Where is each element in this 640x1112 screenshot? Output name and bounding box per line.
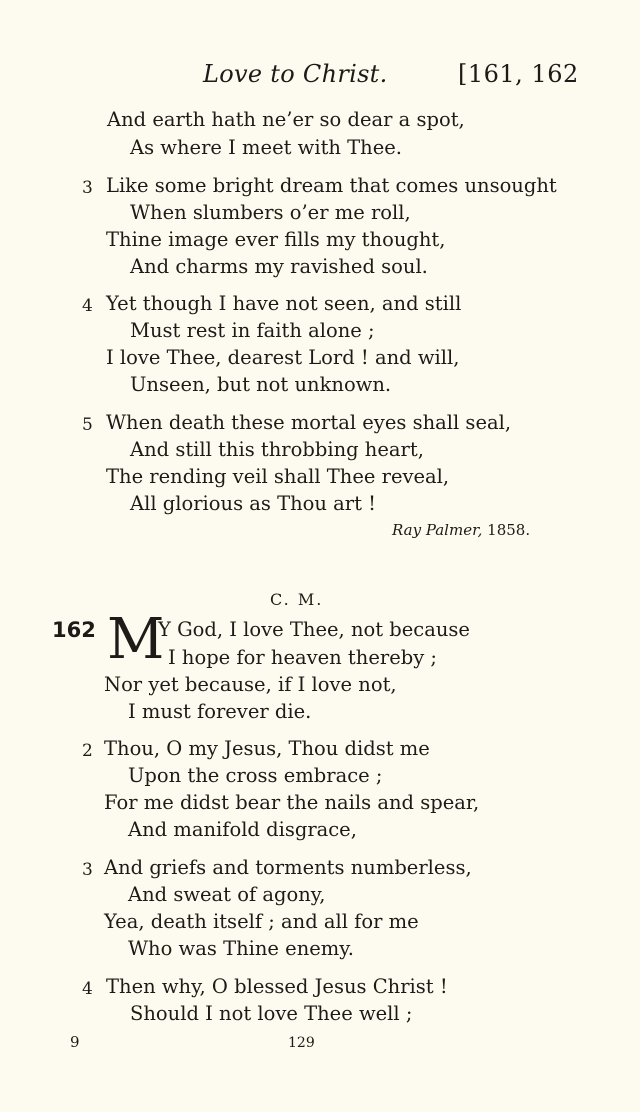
verse-line: Thou, O my Jesus, Thou didst me <box>104 737 430 760</box>
verse-number: 4 <box>82 296 93 316</box>
verse-line: When death these mortal eyes shall seal, <box>106 411 512 434</box>
verse-line: Then why, O blessed Jesus Christ ! <box>106 975 448 998</box>
verse-number: 3 <box>82 178 93 198</box>
verse-line: And manifold disgrace, <box>128 818 357 841</box>
verse-line: I hope for heaven thereby ; <box>168 646 438 669</box>
verse-line: The rending veil shall Thee reveal, <box>106 465 450 488</box>
verse-line: Thine image ever fills my thought, <box>106 228 446 251</box>
hymn-number: 162 <box>52 618 96 642</box>
verse-line: And griefs and torments numberless, <box>104 856 472 879</box>
verse-line: And earth hath ne’er so dear a spot, <box>107 108 465 131</box>
verse-line: Nor yet because, if I love not, <box>104 673 397 696</box>
running-title: Love to Christ. <box>203 60 388 88</box>
year: 1858. <box>487 521 531 539</box>
verse-line: Who was Thine enemy. <box>128 937 354 960</box>
verse-line: Like some bright dream that comes unsought <box>106 174 557 197</box>
attribution <box>392 521 530 539</box>
verse-line: And sweat of agony, <box>128 883 326 906</box>
page-number: 129 <box>288 1035 315 1051</box>
verse-line: Yet though I have not seen, and still <box>106 292 462 315</box>
author-name: Ray Palmer, <box>392 521 483 539</box>
verse-line: Y God, I love Thee, not because <box>158 618 470 641</box>
verse-line: Should I not love Thee well ; <box>130 1002 413 1025</box>
verse-number: 4 <box>82 979 93 999</box>
verse-line: I love Thee, dearest Lord ! and will, <box>106 346 460 369</box>
meter-label: C. M. <box>270 590 324 609</box>
verse-line: All glorious as Thou art ! <box>130 492 376 515</box>
verse-line: Must rest in faith alone ; <box>130 319 375 342</box>
verse-number: 3 <box>82 860 93 880</box>
verse-line: As where I meet with Thee. <box>130 136 403 159</box>
page-header <box>0 60 640 94</box>
verse-line: When slumbers o’er me roll, <box>130 201 411 224</box>
verse-line: Yea, death itself ; and all for me <box>104 910 419 933</box>
verse-line: For me didst bear the nails and spear, <box>104 791 480 814</box>
verse-line: And charms my ravished soul. <box>130 255 428 278</box>
drop-cap: M <box>107 607 163 672</box>
verse-line: I must forever die. <box>128 700 312 723</box>
verse-line: And still this throbbing heart, <box>130 438 424 461</box>
verse-line: Unseen, but not unknown. <box>130 373 392 396</box>
verse-number: 2 <box>82 741 93 761</box>
hymn-numbers: [161, 162 <box>458 60 579 88</box>
signature-mark: 9 <box>70 1033 80 1051</box>
verse-line: Upon the cross embrace ; <box>128 764 383 787</box>
verse-number: 5 <box>82 415 93 435</box>
